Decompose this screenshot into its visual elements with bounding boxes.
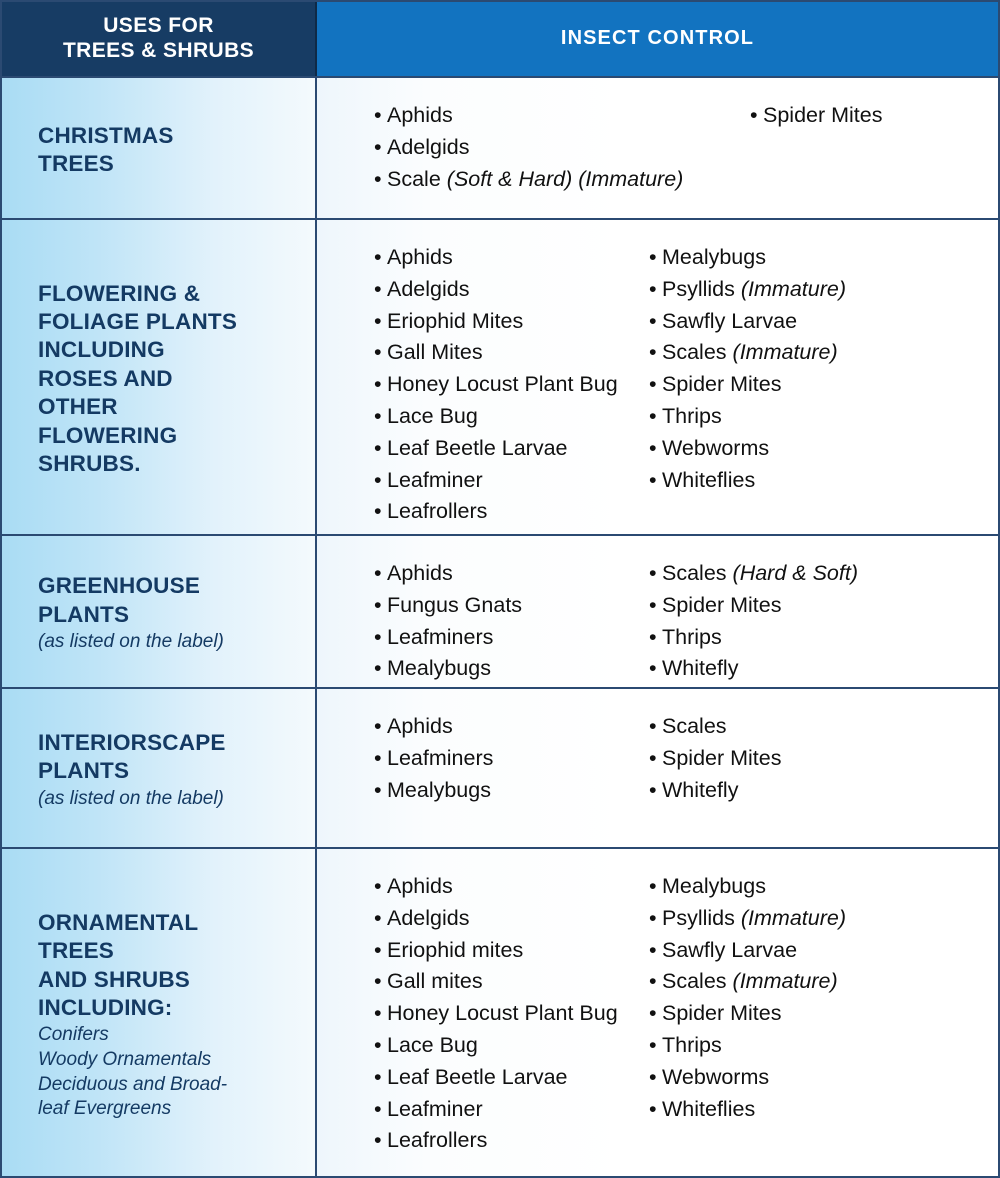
table-body (2, 76, 998, 1178)
insect-list-col_a (317, 711, 617, 806)
table-row (2, 847, 998, 1178)
uses-title-line: INCLUDING: (38, 994, 173, 1020)
uses-title-line: CHRISTMAS (38, 122, 174, 148)
bullet-icon: • (649, 276, 657, 301)
insect-note: (Immature) (740, 276, 846, 301)
insect-name: Aphids (387, 714, 453, 738)
insect-control-cell (317, 220, 998, 534)
insect-list-item (374, 903, 617, 935)
insect-name: Scale (387, 166, 441, 191)
bullet-icon: • (649, 937, 657, 962)
insect-list-item (649, 935, 980, 967)
bullet-icon: • (374, 467, 382, 492)
insect-name: Leaf Beetle Larvae (387, 435, 568, 460)
insect-list-item (649, 743, 980, 775)
bullet-icon: • (649, 467, 657, 492)
uses-title-line: AND SHRUBS (38, 966, 191, 992)
bullet-icon: • (374, 245, 382, 269)
insect-list-item (649, 966, 980, 998)
bullet-icon: • (374, 134, 382, 159)
insect-list-item (374, 433, 617, 465)
bullet-icon: • (649, 874, 657, 898)
insect-name: Thrips (662, 1032, 722, 1057)
insect-name: Spider Mites (662, 1001, 782, 1026)
insect-list-item (374, 242, 617, 274)
insect-list-item (374, 496, 617, 528)
uses-subtitle-block (38, 1023, 297, 1122)
insect-list-columns (317, 871, 980, 1157)
bullet-icon: • (374, 308, 382, 333)
insect-list-item (649, 775, 980, 807)
insect-list-item (649, 998, 980, 1030)
uses-title-line: TREES (38, 938, 115, 964)
insect-list-col_a (317, 100, 692, 195)
insect-name: Leafrollers (387, 1128, 488, 1153)
insect-list-item (374, 998, 617, 1030)
uses-subtitle-line: (as listed on the label) (38, 787, 224, 809)
uses-title-line: TREES (38, 151, 115, 176)
insect-name: Scales (662, 561, 727, 585)
insect-list-col_a (317, 871, 617, 1157)
uses-title-line: PLANTS (38, 601, 130, 627)
insect-list-item (374, 132, 692, 164)
bullet-icon: • (374, 499, 382, 524)
bullet-icon: • (374, 103, 382, 127)
insect-list-item (374, 1062, 617, 1094)
insect-note: (Soft & Hard) (Immature) (446, 166, 684, 191)
uses-title-line: ORNAMENTAL (38, 909, 199, 935)
insect-name: Psyllids (662, 276, 735, 301)
uses-title-line: FLOWERING (38, 422, 178, 448)
uses-title-line: INCLUDING (38, 337, 165, 363)
bullet-icon: • (750, 103, 758, 127)
insect-control-cell (317, 536, 998, 687)
uses-subtitle-block (38, 630, 297, 655)
insect-name: Mealybugs (387, 777, 491, 802)
insect-list-columns (317, 558, 980, 685)
uses-title (38, 909, 297, 1022)
insect-name: Whiteflies (662, 467, 756, 492)
insect-list-item (374, 337, 617, 369)
uses-cell (2, 849, 317, 1178)
bullet-icon: • (374, 1128, 382, 1153)
bullet-icon: • (374, 1096, 382, 1121)
uses-subtitle-line: Woody Ornamentals (38, 1049, 212, 1070)
insect-note: (Immature) (732, 340, 838, 365)
bullet-icon: • (374, 745, 382, 770)
insect-name: Thrips (662, 624, 722, 649)
uses-title-line: INTERIORSCAPE (38, 729, 226, 755)
insect-list-item (374, 274, 617, 306)
insect-name: Honey Locust Plant Bug (387, 1001, 618, 1026)
insect-list-item (374, 935, 617, 967)
insect-name: Webworms (662, 1064, 770, 1089)
bullet-icon: • (374, 1001, 382, 1026)
bullet-icon: • (374, 561, 382, 585)
insect-list-item (649, 1062, 980, 1094)
insect-name: Mealybugs (662, 245, 766, 269)
insect-name: Whiteflies (662, 1096, 756, 1121)
header-uses-line2: TREES & SHRUBS (62, 39, 255, 62)
insect-name: Spider Mites (763, 103, 883, 127)
bullet-icon: • (374, 340, 382, 365)
insect-list-item (374, 711, 617, 743)
uses-cell (2, 220, 317, 534)
uses-title-line: OTHER (38, 394, 118, 420)
insect-name: Lace Bug (387, 1032, 478, 1057)
uses-title-line: FLOWERING & (38, 280, 201, 306)
insect-list-item (649, 1030, 980, 1062)
insect-list-item (374, 558, 617, 590)
uses-subtitle-line: (as listed on the label) (38, 631, 224, 652)
bullet-icon: • (374, 874, 382, 898)
bullet-icon: • (649, 372, 657, 397)
insect-list-item (649, 401, 980, 433)
insect-name: Leafrollers (387, 499, 488, 524)
insect-name: Thrips (662, 403, 722, 428)
insect-name: Sawfly Larvae (662, 308, 798, 333)
insect-list-item (374, 743, 617, 775)
bullet-icon: • (649, 1064, 657, 1089)
bullet-icon: • (649, 308, 657, 333)
uses-title (38, 280, 297, 478)
insect-list-item (649, 711, 980, 743)
uses-subtitle-block (38, 787, 297, 812)
insect-list-item (374, 871, 617, 903)
insect-name: Psyllids (662, 905, 735, 930)
insect-list-col_b (617, 558, 980, 685)
insect-name: Aphids (387, 245, 453, 269)
insect-list-item (750, 100, 980, 132)
bullet-icon: • (649, 905, 657, 930)
insect-name: Spider Mites (662, 372, 782, 397)
insect-name: Adelgids (387, 905, 470, 930)
bullet-icon: • (374, 276, 382, 301)
insect-name: Eriophid Mites (387, 308, 524, 333)
uses-title-line: PLANTS (38, 758, 130, 784)
bullet-icon: • (374, 905, 382, 930)
bullet-icon: • (649, 435, 657, 460)
bullet-icon: • (374, 403, 382, 428)
insect-name: Leafminer (387, 467, 483, 492)
bullet-icon: • (374, 435, 382, 460)
insect-name: Scales (662, 340, 727, 365)
insect-list-item (649, 242, 980, 274)
insect-name: Gall Mites (387, 340, 483, 365)
insect-name: Honey Locust Plant Bug (387, 372, 618, 397)
bullet-icon: • (649, 561, 657, 585)
insect-list-columns (317, 100, 980, 195)
bullet-icon: • (649, 1001, 657, 1026)
insect-name: Adelgids (387, 276, 470, 301)
insect-name: Whitefly (662, 656, 739, 681)
uses-subtitle-line: leaf Evergreens (38, 1098, 172, 1120)
bullet-icon: • (649, 592, 657, 617)
insect-name: Sawfly Larvae (662, 937, 798, 962)
bullet-icon: • (374, 1064, 382, 1089)
insect-list-item (649, 465, 980, 497)
insect-name: Lace Bug (387, 403, 478, 428)
insect-name: Adelgids (387, 134, 470, 159)
insect-list-item (649, 369, 980, 401)
insect-list-item (374, 653, 617, 685)
uses-title-line: SHRUBS. (38, 450, 141, 476)
insect-name: Mealybugs (387, 656, 491, 681)
insect-list-item (649, 337, 980, 369)
bullet-icon: • (649, 714, 657, 738)
insect-name: Aphids (387, 561, 453, 585)
insect-list-col_b (617, 242, 980, 528)
insect-name: Aphids (387, 874, 453, 898)
bullet-icon: • (374, 777, 382, 802)
insect-name: Mealybugs (662, 874, 766, 898)
bullet-icon: • (374, 624, 382, 649)
bullet-icon: • (649, 777, 657, 802)
insect-name: Leafminers (387, 624, 494, 649)
insect-list-item (649, 306, 980, 338)
uses-cell (2, 536, 317, 687)
insect-control-cell (317, 689, 998, 847)
insect-list-item (649, 653, 980, 685)
uses-cell (2, 78, 317, 218)
table-row (2, 687, 998, 847)
bullet-icon: • (649, 745, 657, 770)
bullet-icon: • (649, 969, 657, 994)
insect-list-item (649, 274, 980, 306)
insect-list-item (374, 1125, 617, 1157)
bullet-icon: • (374, 937, 382, 962)
uses-title-line: ROSES AND (38, 365, 173, 391)
insect-name: Spider Mites (662, 592, 782, 617)
insect-list-item (649, 903, 980, 935)
uses-title (38, 572, 297, 629)
insect-note: (Immature) (732, 969, 838, 994)
insect-name: Scales (662, 969, 727, 994)
insect-list-item (374, 465, 617, 497)
uses-subtitle-line: Conifers (38, 1024, 109, 1046)
header-cell-uses (2, 2, 317, 76)
insect-list-item (374, 164, 692, 196)
header-insect-control-title: INSECT CONTROL (560, 27, 755, 50)
insect-name: Webworms (662, 435, 770, 460)
insect-list-item (374, 1030, 617, 1062)
header-uses-title (63, 14, 254, 64)
table-row (2, 76, 998, 218)
insect-name: Spider Mites (662, 745, 782, 770)
insect-list-item (374, 775, 617, 807)
insect-control-cell (317, 78, 998, 218)
uses-title (38, 729, 297, 786)
insect-list-item (649, 558, 980, 590)
insect-list-item (374, 590, 617, 622)
insect-list-item (649, 1094, 980, 1126)
insect-name: Leafminers (387, 745, 494, 770)
bullet-icon: • (374, 592, 382, 617)
insect-list-col_a (317, 558, 617, 685)
bullet-icon: • (374, 166, 382, 191)
uses-subtitle-line: Deciduous and Broad- (38, 1073, 228, 1095)
uses-title-line: GREENHOUSE (38, 573, 201, 599)
insect-name: Aphids (387, 103, 453, 127)
insect-list-col_a (317, 242, 617, 528)
uses-title (38, 122, 297, 179)
bullet-icon: • (649, 1096, 657, 1121)
insect-list-item (649, 622, 980, 654)
insect-name: Fungus Gnats (387, 592, 523, 617)
insect-name: Whitefly (662, 777, 739, 802)
bullet-icon: • (374, 1032, 382, 1057)
insect-list-col_b (692, 100, 980, 195)
header-cell-insect-control (317, 2, 998, 76)
insect-note: (Hard & Soft) (732, 561, 858, 585)
bullet-icon: • (374, 656, 382, 681)
insect-note: (Immature) (740, 905, 846, 930)
header-uses-line1: USES FOR (103, 14, 214, 38)
insect-name: Scales (662, 714, 727, 738)
insect-list-columns (317, 242, 980, 528)
insect-list-col_b (617, 871, 980, 1157)
bullet-icon: • (649, 624, 657, 649)
bullet-icon: • (649, 403, 657, 428)
insect-list-col_b (617, 711, 980, 806)
bullet-icon: • (649, 1032, 657, 1057)
bullet-icon: • (649, 656, 657, 681)
table-header-row (2, 2, 998, 76)
insect-name: Leafminer (387, 1096, 483, 1121)
insect-list-item (374, 622, 617, 654)
bullet-icon: • (649, 340, 657, 365)
insect-control-cell (317, 849, 998, 1178)
insect-list-item (649, 871, 980, 903)
insect-list-item (374, 966, 617, 998)
table-row (2, 218, 998, 534)
bullet-icon: • (649, 245, 657, 269)
insect-list-item (374, 306, 617, 338)
insect-name: Gall mites (387, 969, 483, 994)
insect-list-item (649, 433, 980, 465)
uses-title-line: FOLIAGE PLANTS (38, 309, 238, 335)
bullet-icon: • (374, 969, 382, 994)
insect-list-item (374, 369, 617, 401)
insect-name: Leaf Beetle Larvae (387, 1064, 568, 1089)
table-row (2, 534, 998, 687)
insect-list-item (374, 1094, 617, 1126)
insect-list-item (649, 590, 980, 622)
insect-list-columns (317, 711, 980, 806)
bullet-icon: • (374, 372, 382, 397)
uses-cell (2, 689, 317, 847)
bullet-icon: • (374, 714, 382, 738)
insect-list-item (374, 401, 617, 433)
insect-list-item (374, 100, 692, 132)
insect-name: Eriophid mites (387, 937, 524, 962)
